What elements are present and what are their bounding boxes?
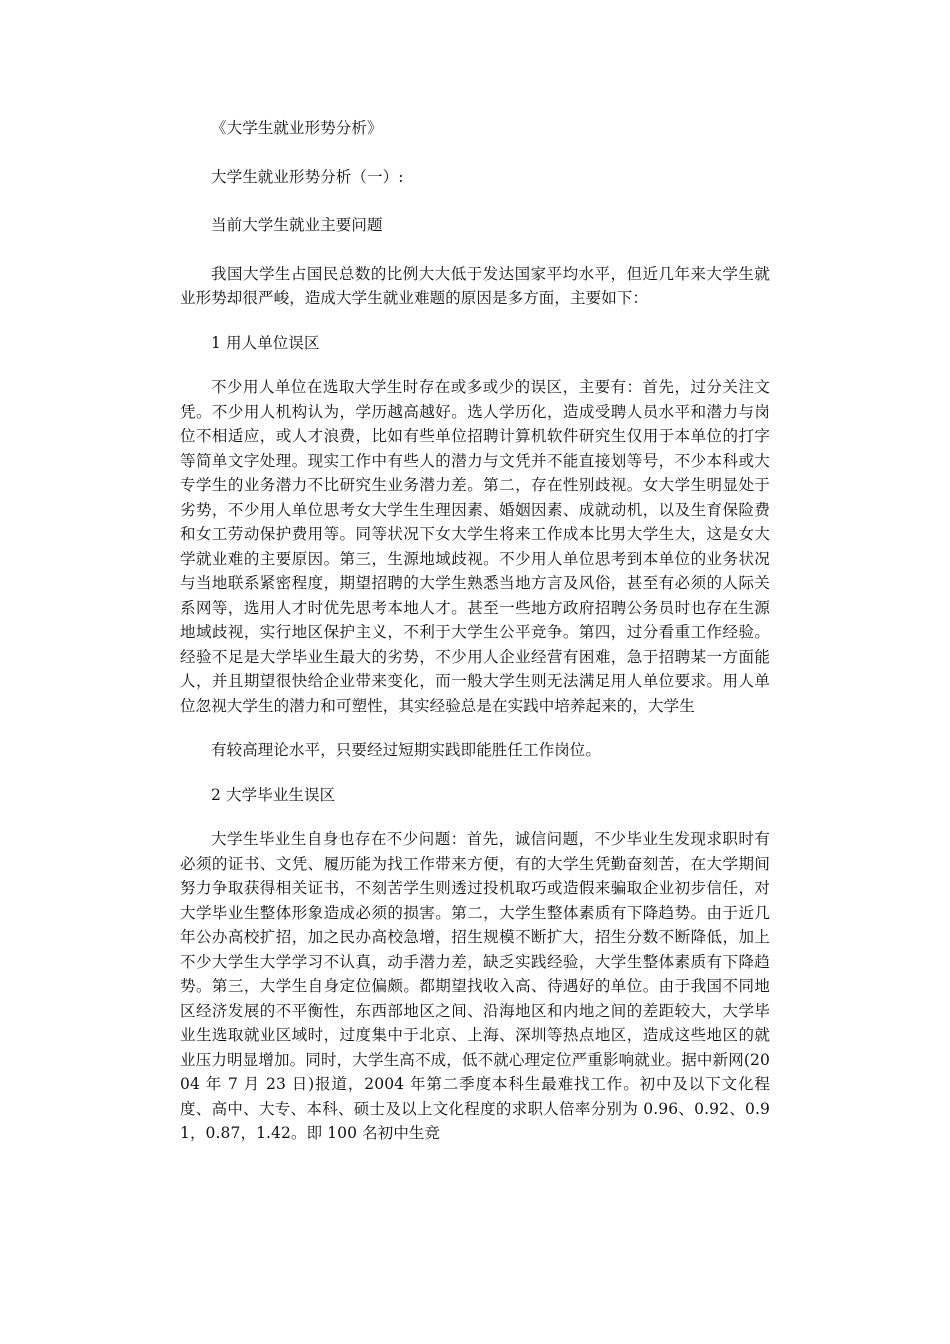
document-title: 《大学生就业形势分析》 [211, 119, 383, 137]
graduates-paragraph: 大学生毕业生自身也存在不少问题：首先，诚信问题，不少毕业生发现求职时有必须的证书、文凭、履历能为找工作带来方便，有的大学生凭勤奋刻苦，在大学期间努力争取获得相关证书，不刻苦学生则透过投机取巧或造假来骗取企业初步信任，对大学毕业生整体形象造成必须的损害。第二，大学生整体素质有下降趋势。由于近几年公办高校扩招，加之民办高校急增，招生规模不断扩大，招生分数不断降低，加上不少大学生大学学习不认真，动手潜力差，缺乏实践经验，大学生整体素质有下降趋势。第三，大学生自身定位偏颇。都期望找收入高、待遇好的单位。由于我国不同地区经济发展的不平衡性，东西部地区之间、沿海地区和内地之间的差距较大，大学毕业生选取就业区域时，过度集中于北京、上海、深圳等热点地区，造成这些地区的就业压力明显增加。同时，大学生高不成，低不就心理定位严重影响就业。据中新网(2004 年 7 月 23 日)报道，2004 年第二季度本科生最难找工作。初中及以下文化程度、高中、大专、本科、硕士及以上文化程度的求职人倍率分别为 0.96、0.92、0.91，0.87，1.42。即 100 名初中生竞 [180, 830, 770, 1142]
document-body [180, 116, 770, 1146]
section-heading-graduates: 2 大学毕业生误区 [211, 785, 336, 804]
employers-paragraph-continued: 有较高理论水平，只要经过短期实践即能胜任工作岗位。 [211, 741, 602, 759]
document-subtitle: 大学生就业形势分析（一）: [211, 167, 404, 186]
employers-paragraph: 不少用人单位在选取大学生时存在或多或少的误区，主要有：首先，过分关注文凭。不少用人机构认为，学历越高越好。选人学历化，造成受聘人员水平和潜力与岗位不相适应，或人才浪费，比如有些单位招聘计算机软件研究生仅用于本单位的打字等简单文字处理。现实工作中有些人的潜力与文凭并不能直接划等号，不少本科或大专学生的业务潜力不比研究生业务潜力差。第二，存在性别歧视。女大学生明显处于劣势，不少用人单位思考女大学生生理因素、婚姻因素、成就动机，以及生育保险费和女工劳动保护费用等。同等状况下女大学生将来工作成本比男大学生大，这是女大学就业难的主要原因。第三，生源地域歧视。不少用人单位思考到本单位的业务状况与当地联系紧密程度，期望招聘的大学生熟悉当地方言及风俗，甚至有必须的人际关系网等，选用人才时优先思考本地人才。甚至一些地方政府招聘公务员时也存在生源地域歧视，实行地区保护主义，不利于大学生公平竞争。第四，过分看重工作经验。经验不足是大学毕业生最大的劣势，不少用人企业经营有困难，急于招聘某一方面能人，并且期望很快给企业带来变化，而一般大学生则无法满足用人单位要求。用人单位忽视大学生的潜力和可塑性，其实经验总是在实践中培养起来的，大学生 [180, 378, 770, 715]
section-heading-employers: 1 用人单位误区 [211, 333, 320, 352]
section-heading-main: 当前大学生就业主要问题 [211, 216, 383, 234]
intro-paragraph: 我国大学生占国民总数的比例大大低于发达国家平均水平，但近几年来大学生就业形势却很严峻，造成大学生就业难题的原因是多方面，主要如下： [180, 264, 770, 307]
